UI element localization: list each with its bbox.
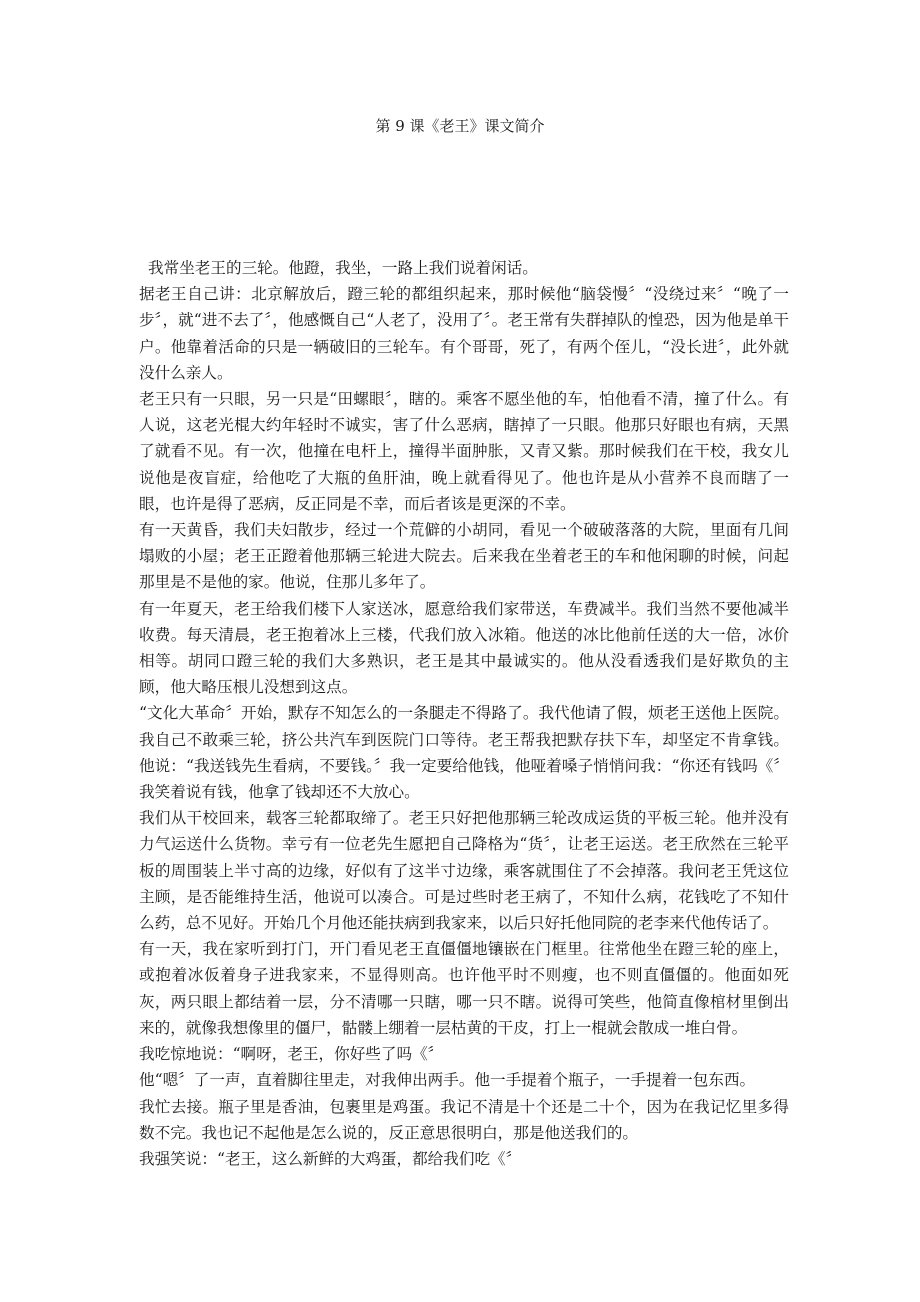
paragraph: 老王只有一只眼，另一只是“田螺眼〞，瞎的。乘客不愿坐他的车，怕他看不清，撞了什么。有人说，这老光棍大约年轻时不诚实，害了什么恶病，瞎掉了一只眼。他那只好眼也有病，天黑了就看不见。有一次，他撞在电杆上，撞得半面肿胀，又青又紫。那时候我们在干校，我女儿说他是夜盲症，给他吃了大瓶的鱼肝油，晚上就看得见了。他也许是从小营养不良而瞎了一眼，也许是得了恶病，反正同是不幸，而后者该是更深的不幸。: [139, 390, 789, 513]
document-body: [139, 255, 789, 1172]
paragraph: 据老王自己讲：北京解放后，蹬三轮的都组织起来，那时候他“脑袋慢〞“没绕过来〞“晚了一步〞，就“进不去了〞，他感慨自己“人老了，没用了〞。老王常有失群掉队的惶恐，因为他是单干户。他靠着活命的只是一辆破旧的三轮车。有个哥哥，死了，有两个侄儿，“没长进〞，此外就没什么亲人。: [139, 285, 789, 382]
paragraph: 有一天黄昏，我们夫妇散步，经过一个荒僻的小胡同，看见一个破破落落的大院，里面有几间塌败的小屋；老王正蹬着他那辆三轮进大院去。后来我在坐着老王的车和他闲聊的时候，问起那里是不是他的家。他说，住那儿多年了。: [139, 521, 789, 592]
document-title: 第 9 课《老王》课文简介: [375, 117, 545, 135]
paragraph: 他“嗯〞了一声，直着脚往里走，对我伸出两手。他一手提着个瓶子，一手提着一包东西。: [139, 1071, 756, 1090]
paragraph: “文化大革命〞开始，默存不知怎么的一条腿走不得路了。我代他请了假，烦老王送他上医院。我自己不敢乘三轮，挤公共汽车到医院门口等待。老王帮我把默存扶下车，却坚定不肯拿钱。他说：“我送钱先生看病，不要钱。〞我一定要给他钱，他哑着嗓子悄悄问我：“你还有钱吗《〞我笑着说有钱，他拿了钱却还不大放心。: [139, 704, 789, 802]
paragraph: 我们从干校回来，载客三轮都取缔了。老王只好把他那辆三轮改成运货的平板三轮。他并没有力气运送什么货物。幸亏有一位老先生愿把自己降格为“货〞，让老王运送。老王欣然在三轮平板的周围装上半寸高的边缘，好似有了这半寸边缘，乘客就围住了不会掉落。我问老王凭这位主顾，是否能维持生活，他说可以凑合。可是过些时老王病了，不知什么病，花钱吃了不知什么药，总不见好。开始几个月他还能扶病到我家来，以后只好托他同院的老李来代他传话了。: [139, 809, 789, 933]
paragraph: 我吃惊地说：“啊呀，老王，你好些了吗《〞: [139, 1045, 444, 1064]
paragraph: 我忙去接。瓶子里是香油，包裹里是鸡蛋。我记不清是十个还是二十个，因为在我记忆里多得数不完。我也记不起他是怎么说的，反正意思很明白，那是他送我们的。: [139, 1097, 789, 1142]
paragraph: 有一天，我在家听到打门，开门看见老王直僵僵地镶嵌在门框里。往常他坐在蹬三轮的座上，或抱着冰仮着身子进我家来，不显得则高。也许他平时不则瘦，也不则直僵僵的。他面如死灰，两只眼上都结着一层，分不清哪一只瞎，哪一只不瞎。说得可笑些，他简直像棺材里倒出来的，就像我想像里的僵尸，骷髅上绷着一层枯黄的干皮，打上一棍就会散成一堆白骨。: [139, 940, 789, 1037]
paragraph: 我常坐老王的三轮。他蹬，我坐，一路上我们说着闲话。: [148, 259, 538, 277]
paragraph: 我强笑说：“老王，这么新鲜的大鸡蛋，都给我们吃《〞: [139, 1149, 522, 1168]
paragraph: 有一年夏天，老王给我们楼下人家送冰，愿意给我们家带送，车费减半。我们当然不要他减半收费。每天清晨，老王抱着冰上三楼，代我们放入冰箱。他送的冰比他前任送的大一倍，冰价相等。胡同口蹬三轮的我们大多熟识，老王是其中最诚实的。他从没看透我们是好欺负的主顾，他大略压根儿没想到这点。: [139, 599, 789, 697]
